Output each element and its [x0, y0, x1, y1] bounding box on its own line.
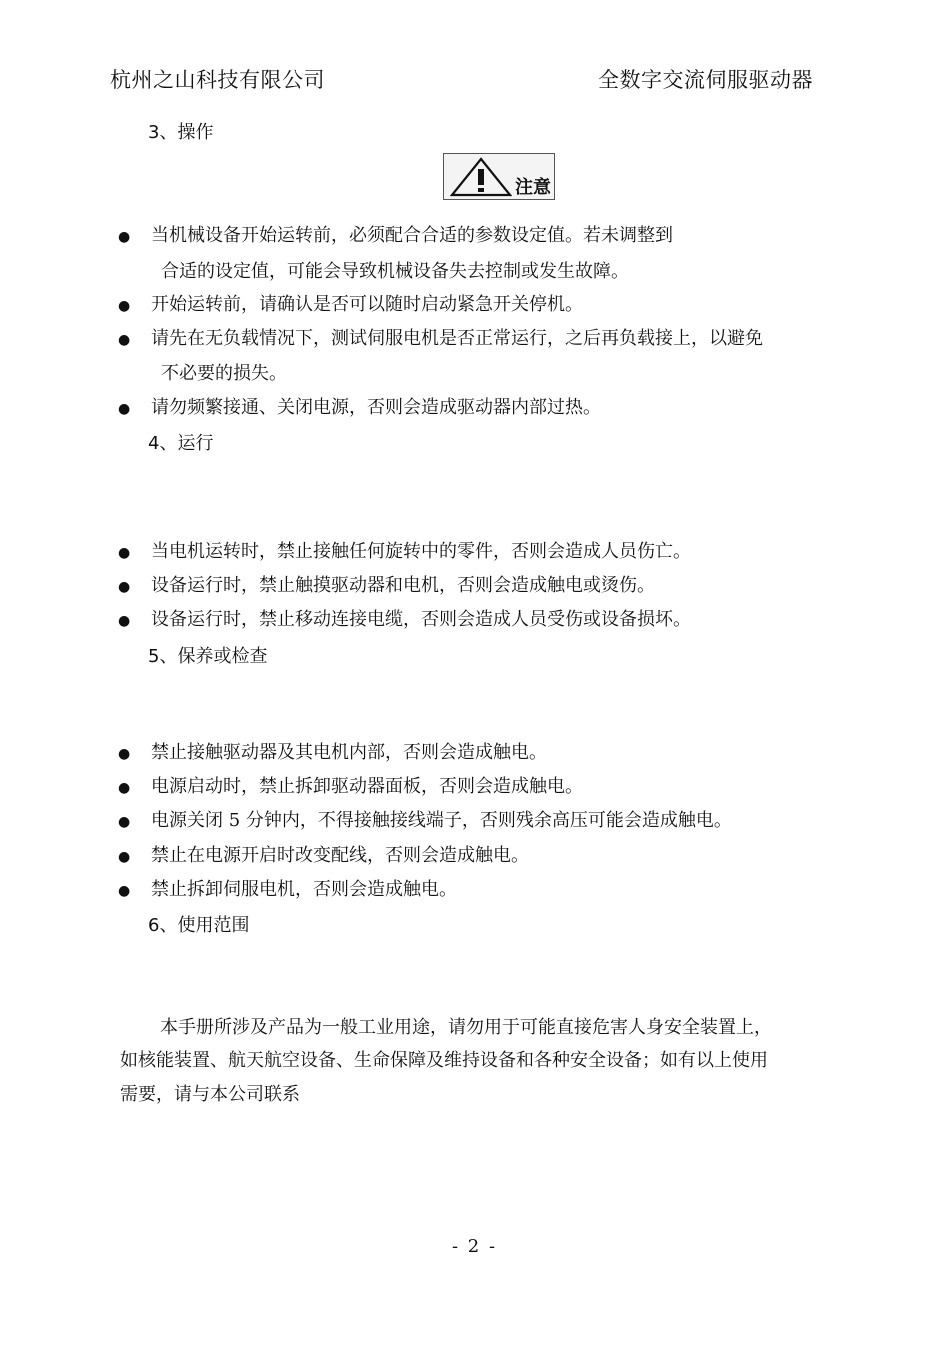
bullet-icon: ●	[118, 229, 131, 245]
bullet-icon: ●	[118, 780, 131, 796]
list-item: ● 当机械设备开始运转前，必须配合合适的参数设定值。若未调整到	[118, 225, 673, 246]
bullet-icon: ●	[118, 545, 131, 561]
section-heading-scope: 6、使用范围	[148, 915, 250, 936]
list-item: ● 禁止接触驱动器及其电机内部，否则会造成触电。	[118, 742, 547, 763]
warning-triangle-icon	[450, 157, 512, 197]
list-item: ● 禁止在电源开启时改变配线，否则会造成触电。	[118, 845, 529, 866]
list-item: ● 电源启动时，禁止拆卸驱动器面板，否则会造成触电。	[118, 776, 583, 797]
header-product: 全数字交流伺服驱动器	[598, 68, 813, 92]
bullet-icon: ●	[118, 298, 131, 314]
bullet-icon: ●	[118, 332, 131, 348]
section-heading-maintenance: 5、保养或检查	[148, 646, 268, 667]
bullet-icon: ●	[118, 746, 131, 762]
notice-label: 注意	[515, 177, 551, 198]
page-number: - 2 -	[452, 1236, 498, 1257]
list-item: ● 当电机运转时，禁止接触任何旋转中的零件，否则会造成人员伤亡。	[118, 541, 691, 562]
paragraph-line: 需要，请与本公司联系	[120, 1084, 300, 1105]
paragraph-line: 本手册所涉及产品为一般工业用途，请勿用于可能直接危害人身安全装置上，	[160, 1017, 772, 1038]
list-item: ● 电源关闭 5 分钟内，不得接触接线端子，否则残余高压可能会造成触电。	[118, 810, 732, 831]
list-item: ● 设备运行时，禁止触摸驱动器和电机，否则会造成触电或烫伤。	[118, 575, 655, 596]
notice-badge	[443, 153, 555, 200]
bullet-icon: ●	[118, 579, 131, 595]
bullet-icon: ●	[118, 814, 131, 830]
bullet-icon: ●	[118, 849, 131, 865]
section-heading-running: 4、运行	[148, 433, 214, 454]
list-item: ● 请先在无负载情况下，测试伺服电机是否正常运行，之后再负载接上，以避免	[118, 328, 763, 349]
list-item: ● 请勿频繁接通、关闭电源，否则会造成驱动器内部过热。	[118, 397, 601, 418]
bullet-icon: ●	[118, 883, 131, 899]
list-item-continuation: 合适的设定值，可能会导致机械设备失去控制或发生故障。	[161, 261, 629, 282]
section-heading-operation: 3、操作	[148, 122, 214, 143]
paragraph-line: 如核能装置、航天航空设备、生命保障及维持设备和各种安全设备；如有以上使用	[120, 1050, 768, 1071]
bullet-icon: ●	[118, 613, 131, 629]
bullet-icon: ●	[118, 401, 131, 417]
header-company: 杭州之山科技有限公司	[110, 68, 325, 92]
list-item: ● 设备运行时，禁止移动连接电缆，否则会造成人员受伤或设备损坏。	[118, 609, 691, 630]
list-item-continuation: 不必要的损失。	[161, 363, 287, 384]
list-item: ● 开始运转前，请确认是否可以随时启动紧急开关停机。	[118, 294, 583, 315]
list-item: ● 禁止拆卸伺服电机，否则会造成触电。	[118, 879, 457, 900]
